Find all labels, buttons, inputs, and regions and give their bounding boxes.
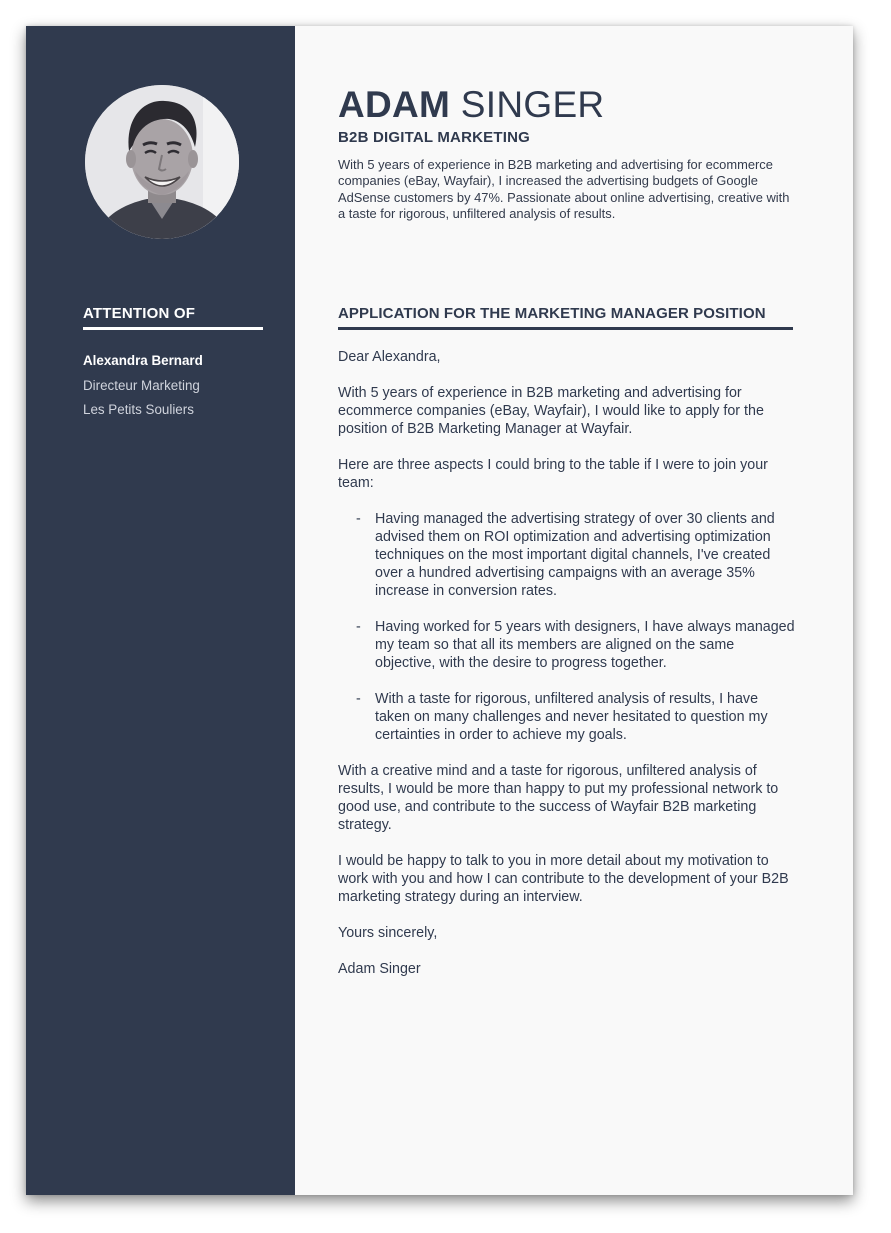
recipient-company: Les Petits Souliers bbox=[83, 402, 194, 417]
signature: Adam Singer bbox=[338, 961, 421, 977]
first-name: ADAM bbox=[338, 84, 451, 125]
cover-letter-page bbox=[26, 26, 853, 1195]
recipient-title: Directeur Marketing bbox=[83, 377, 200, 393]
profile-summary: With 5 years of experience in B2B marketing and advertising for ecommerce companies (eBay, Wayfair), I increased the advertising budgets of Google AdSense customers by 47%. Passionate about online advertising, creative with a taste for rigorous, unfiltered analysis of results. bbox=[338, 157, 790, 221]
aspects-list bbox=[338, 510, 795, 744]
body-paragraph: I would be happy to talk to you in more detail about my motivation to work with you and how I can contribute to the development of your B2B marketing strategy during an interview. bbox=[338, 853, 789, 905]
letter-body bbox=[338, 348, 795, 996]
attention-of-heading: ATTENTION OF bbox=[83, 305, 263, 330]
list-item bbox=[338, 618, 795, 672]
body-paragraph: With a creative mind and a taste for rigorous, unfiltered analysis of results, I would be more than happy to put my professional network to good use, and contribute to the success of Wayfair B2B marketing strategy. bbox=[338, 763, 779, 833]
greeting: Dear Alexandra, bbox=[338, 349, 441, 365]
list-item-text: Having worked for 5 years with designers, I have always managed my team so that all its members are aligned on the same objective, with the desire to progress together. bbox=[375, 619, 795, 671]
intro-paragraph: With 5 years of experience in B2B marketing and advertising for ecommerce companies (eBay, Wayfair), I would like to apply for the position of B2B Marketing Manager at Wayfair. bbox=[338, 385, 764, 437]
recipient-block bbox=[83, 349, 203, 423]
lead-in-paragraph: Here are three aspects I could bring to the table if I were to join your team: bbox=[338, 457, 768, 491]
job-subtitle: B2B DIGITAL MARKETING bbox=[338, 129, 530, 146]
bullet-marker: - bbox=[356, 691, 361, 707]
recipient-name: Alexandra Bernard bbox=[83, 353, 203, 368]
bullet-marker: - bbox=[356, 619, 361, 635]
bullet-marker: - bbox=[356, 511, 361, 527]
last-name: SINGER bbox=[460, 84, 605, 125]
list-item bbox=[338, 690, 795, 744]
application-section-title: APPLICATION FOR THE MARKETING MANAGER POSITION bbox=[338, 305, 793, 330]
list-item bbox=[338, 510, 795, 600]
list-item-text: With a taste for rigorous, unfiltered analysis of results, I have taken on many challenges and never hesitated to question my certainties in order to achieve my goals. bbox=[375, 691, 768, 743]
avatar-portrait-icon bbox=[85, 85, 239, 239]
list-item-text: Having managed the advertising strategy of over 30 clients and advised them on ROI optimization and advertising optimization techniques on the most important digital channels, I've created over a hundred advertising campaigns with an average 35% increase in conversion rates. bbox=[375, 511, 775, 599]
applicant-name bbox=[338, 82, 794, 128]
profile-photo bbox=[85, 85, 239, 239]
header bbox=[338, 82, 794, 222]
sidebar bbox=[26, 26, 295, 1195]
closing: Yours sincerely, bbox=[338, 925, 438, 941]
